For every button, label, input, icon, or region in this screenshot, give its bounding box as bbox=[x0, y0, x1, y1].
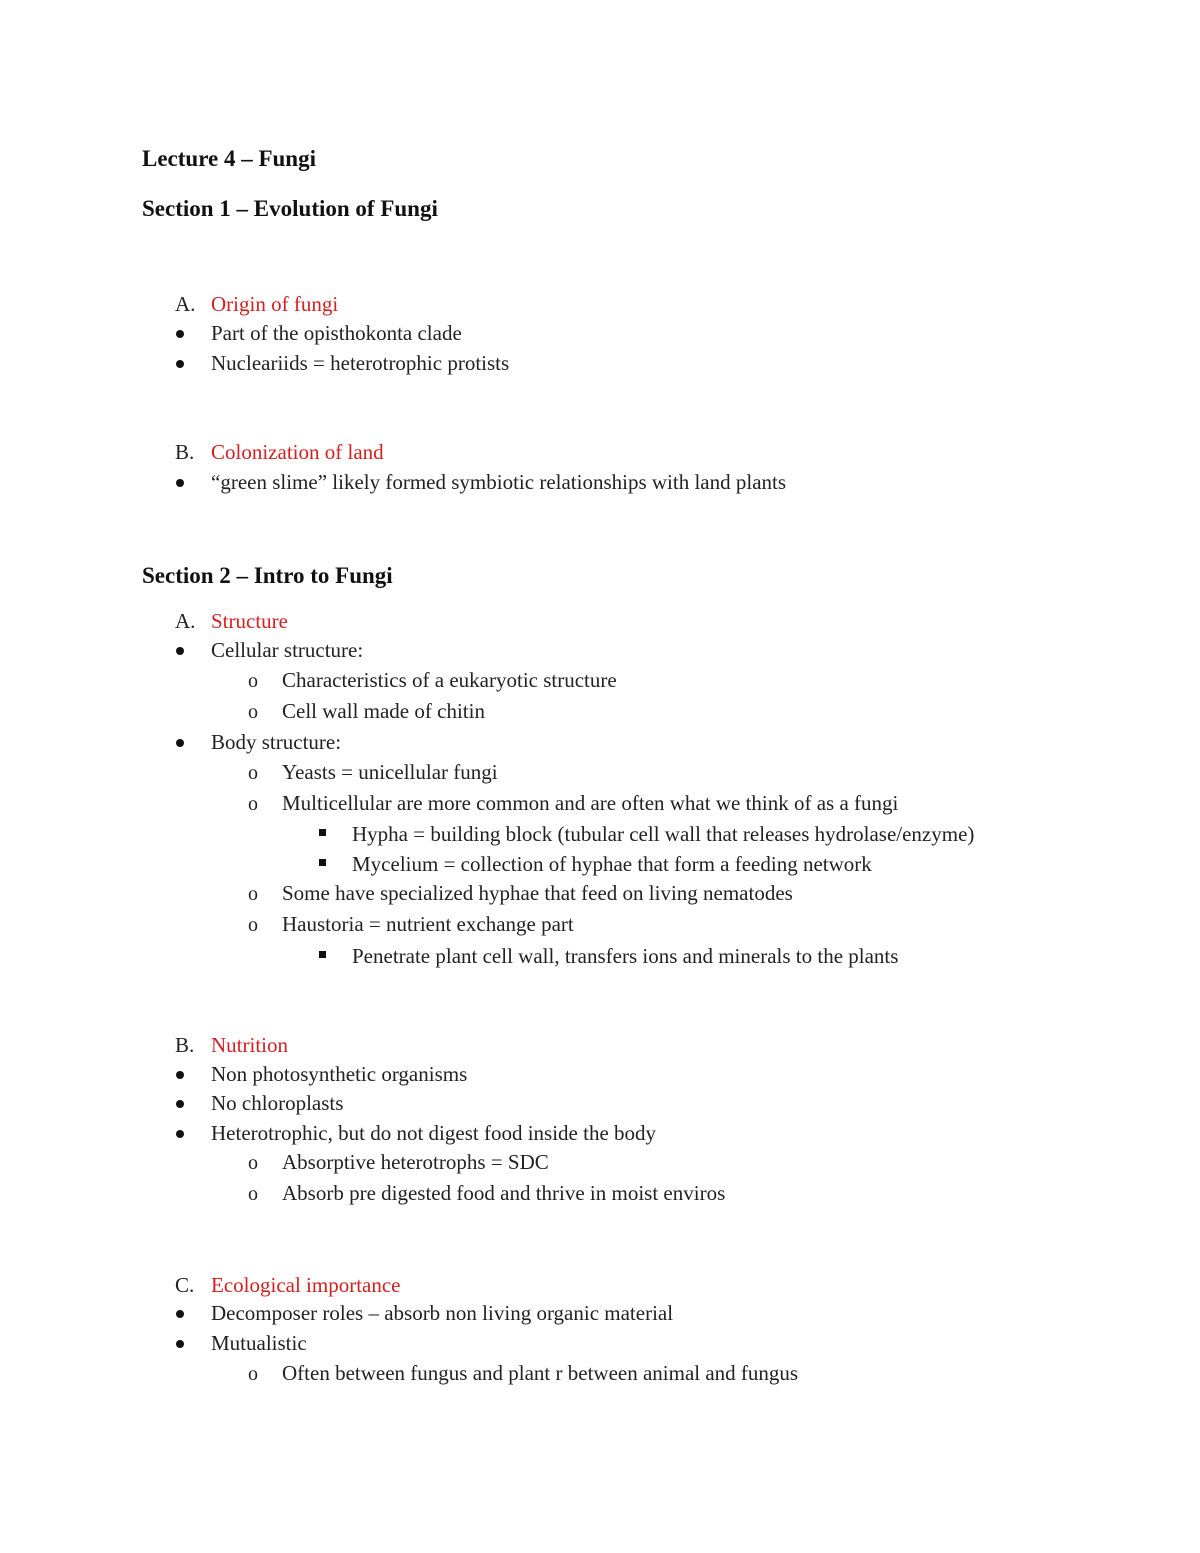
square-bullet-icon bbox=[319, 829, 326, 836]
list-item: Part of the opisthokonta clade bbox=[211, 321, 462, 345]
list-item: Haustoria = nutrient exchange part bbox=[282, 912, 574, 936]
subsection-label: Origin of fungi bbox=[211, 292, 339, 316]
list-item: Heterotrophic, but do not digest food inside the body bbox=[211, 1121, 657, 1145]
bullet-icon bbox=[176, 1071, 184, 1079]
item-letter: B. bbox=[175, 440, 195, 464]
list-item: Nucleariids = heterotrophic protists bbox=[211, 351, 510, 375]
circle-marker-icon: o bbox=[248, 914, 258, 936]
item-letter: C. bbox=[175, 1273, 195, 1297]
bullet-icon bbox=[176, 1100, 184, 1108]
list-item: Often between fungus and plant r between animal and fungus bbox=[282, 1361, 799, 1385]
circle-marker-icon: o bbox=[248, 762, 258, 784]
subsection-label: Colonization of land bbox=[211, 440, 384, 464]
circle-marker-icon: o bbox=[248, 670, 258, 692]
list-item: Mutualistic bbox=[211, 1331, 307, 1355]
bullet-icon bbox=[176, 739, 184, 747]
bullet-icon bbox=[176, 1310, 184, 1318]
circle-marker-icon: o bbox=[248, 1183, 258, 1205]
list-item: Yeasts = unicellular fungi bbox=[282, 760, 498, 784]
list-item: Penetrate plant cell wall, transfers ions and minerals to the plants bbox=[352, 944, 899, 968]
list-item: Cell wall made of chitin bbox=[282, 699, 485, 723]
square-bullet-icon bbox=[319, 951, 326, 958]
bullet-icon bbox=[176, 647, 184, 655]
bullet-icon bbox=[176, 1130, 184, 1138]
bullet-icon bbox=[176, 1340, 184, 1348]
subsection-label: Structure bbox=[211, 609, 288, 633]
list-item: Mycelium = collection of hyphae that form a feeding network bbox=[352, 852, 872, 876]
section-2-heading: Section 2 – Intro to Fungi bbox=[142, 563, 393, 588]
list-item: Characteristics of a eukaryotic structure bbox=[282, 668, 617, 692]
item-letter: A. bbox=[175, 609, 196, 633]
subsection-label: Ecological importance bbox=[211, 1273, 401, 1297]
page-title: Lecture 4 – Fungi bbox=[142, 146, 316, 171]
list-item: Body structure: bbox=[211, 730, 342, 754]
circle-marker-icon: o bbox=[248, 1363, 258, 1385]
list-item: Cellular structure: bbox=[211, 638, 364, 662]
item-letter: A. bbox=[175, 292, 196, 316]
list-item: “green slime” likely formed symbiotic relationships with land plants bbox=[211, 470, 787, 494]
bullet-icon bbox=[176, 330, 184, 338]
section-1-heading: Section 1 – Evolution of Fungi bbox=[142, 196, 438, 221]
circle-marker-icon: o bbox=[248, 701, 258, 723]
square-bullet-icon bbox=[319, 859, 326, 866]
item-letter: B. bbox=[175, 1033, 195, 1057]
bullet-icon bbox=[176, 360, 184, 368]
list-item: No chloroplasts bbox=[211, 1091, 344, 1115]
circle-marker-icon: o bbox=[248, 793, 258, 815]
list-item: Multicellular are more common and are often what we think of as a fungi bbox=[282, 791, 899, 815]
list-item: Decomposer roles – absorb non living organic material bbox=[211, 1301, 674, 1325]
circle-marker-icon: o bbox=[248, 883, 258, 905]
subsection-label: Nutrition bbox=[211, 1033, 288, 1057]
list-item: Hypha = building block (tubular cell wall that releases hydrolase/enzyme) bbox=[352, 822, 975, 846]
list-item: Absorb pre digested food and thrive in moist enviros bbox=[282, 1181, 726, 1205]
list-item: Absorptive heterotrophs = SDC bbox=[282, 1150, 549, 1174]
bullet-icon bbox=[176, 479, 184, 487]
list-item: Non photosynthetic organisms bbox=[211, 1062, 468, 1086]
list-item: Some have specialized hyphae that feed on living nematodes bbox=[282, 881, 793, 905]
circle-marker-icon: o bbox=[248, 1152, 258, 1174]
